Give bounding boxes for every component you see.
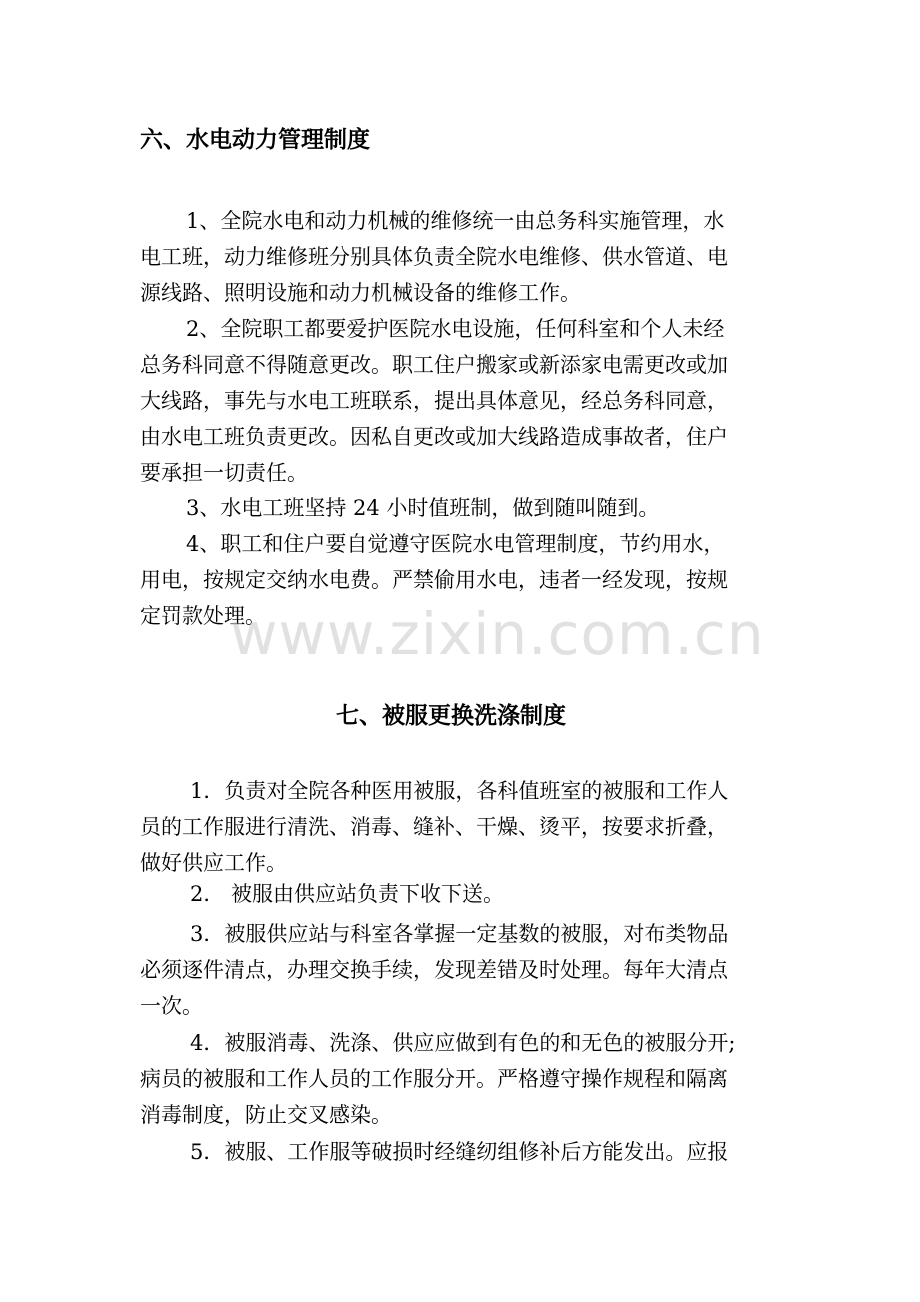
paragraph-1-1 — [140, 203, 785, 311]
text-line: 要承担一切责任。 — [140, 461, 308, 485]
text-line: 4．被服消毒、洗涤、供应应做到有色的和无色的被服分开; — [190, 1031, 736, 1055]
text-line: 电工班，动力维修班分别具体负责全院水电维修、供水管道、电 — [140, 245, 728, 269]
text-line: 4、职工和住户要自觉遵守医院水电管理制度，节约用水， — [186, 532, 725, 556]
text-line: 总务科同意不得随意更改。职工住户搬家或新添家电需更改或加 — [140, 353, 728, 377]
text-line: 由水电工班负责更改。因私自更改或加大线路造成事故者，住户 — [140, 425, 728, 449]
paragraph-2-5 — [140, 1134, 785, 1170]
text-line: 消毒制度，防止交叉感染。 — [140, 1103, 392, 1127]
text-line: 定罚款处理。 — [140, 604, 266, 628]
paragraph-2-4 — [140, 1025, 785, 1133]
text-line: 大线路，事先与水电工班联系，提出具体意见，经总务科同意， — [140, 389, 728, 413]
text-line: 2． 被服由供应站负责下收下送。 — [190, 882, 505, 906]
watermark-text: www.zixin.com.cn — [230, 600, 765, 668]
section-title-bedding-laundry: 七、被服更换洗涤制度 — [336, 703, 566, 729]
text-line: 源线路、照明设施和动力机械设备的维修工作。 — [140, 281, 581, 305]
text-line: 用电，按规定交纳水电费。严禁偷用水电，违者一经发现，按规 — [140, 568, 728, 592]
text-line: 5．被服、工作服等破损时经缝纫组修补后方能发出。应报 — [190, 1140, 729, 1164]
paragraph-1-4 — [140, 526, 785, 634]
text-line: 3．被服供应站与科室各掌握一定基数的被服，对布类物品 — [190, 922, 729, 946]
text-line: 病员的被服和工作人员的工作服分开。严格遵守操作规程和隔离 — [140, 1067, 728, 1091]
text-line: 一次。 — [140, 994, 203, 1018]
text-line: 1、全院水电和动力机械的维修统一由总务科实施管理，水 — [186, 209, 725, 233]
section-title-water-electric: 六、水电动力管理制度 — [140, 127, 370, 153]
text-line: 员的工作服进行清洗、消毒、缝补、干燥、烫平，按要求折叠， — [140, 815, 728, 839]
text-line: 做好供应工作。 — [140, 851, 287, 875]
paragraph-2-2 — [140, 876, 785, 912]
paragraph-2-1 — [140, 773, 785, 881]
text-line: 必须逐件清点，办理交换手续，发现差错及时处理。每年大清点 — [140, 958, 728, 982]
text-line: 3、水电工班坚持 24 小时值班制，做到随叫随到。 — [186, 496, 660, 520]
text-line: 1．负责对全院各种医用被服，各科值班室的被服和工作人 — [190, 779, 729, 803]
paragraph-1-3 — [140, 490, 785, 526]
text-line: 2、全院职工都要爱护医院水电设施，任何科室和个人未经 — [186, 317, 725, 341]
paragraph-1-2 — [140, 311, 785, 491]
paragraph-2-3 — [140, 916, 785, 1024]
